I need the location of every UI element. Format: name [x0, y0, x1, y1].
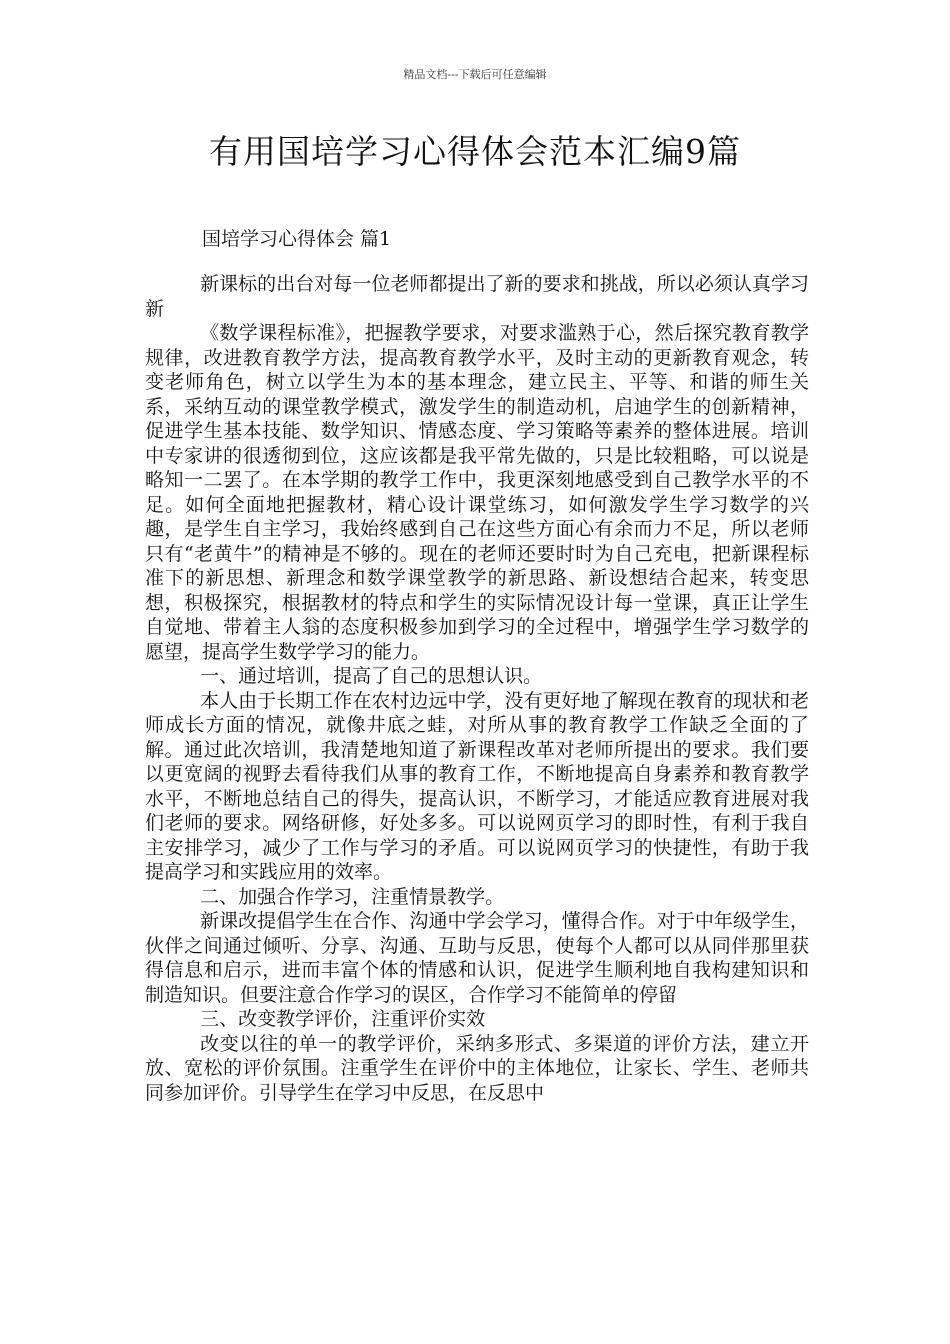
paragraph-training-reflection: 本人由于长期工作在农村边远中学，没有更好地了解现在教育的现状和老师成长方面的情况，就像井底之蛙，对所从事的教育教学工作缺乏全面的了解。通过此次培训，我清楚地知道了新课程改革对老师所提出的要求。我们要以更宽阔的视野去看待我们从事的教育工作，不断地提高自身素养和教育教学水平，不断地总结自己的得失，提高认识，不断学习，才能适应教育进展对我们老师的要求。网络研修，好处多多。可以说网页学习的即时性，有利于我自主安排学习，减少了工作与学习的矛盾。可以说网页学习的快捷性，有助于我提高学习和实践应用的效率。 [145, 689, 809, 883]
paragraph-heading-2: 二、加强合作学习，注重情景教学。 [200, 885, 505, 908]
section-heading: 国培学习心得体会 篇1 [202, 228, 392, 250]
header-note: 精品文档---下载后可任意编辑 [403, 68, 547, 81]
document-body [145, 272, 809, 1105]
document-title: 有用国培学习心得体会范本汇编9篇 [209, 132, 741, 171]
paragraph-intro: 新课标的出台对每一位老师都提出了新的要求和挑战，所以必须认真学习新 [145, 273, 809, 320]
paragraph-heading-1: 一、通过培训，提高了自己的思想认识。 [200, 665, 543, 687]
paragraph-heading-3: 三、改变教学评价，注重评价实效 [200, 1008, 486, 1030]
paragraph-evaluation: 改变以往的单一的教学评价，采纳多形式、多渠道的评价方法，建立开放、宽松的评价氛围。注重学生在评价中的主体地位，让家长、学生、老师共同参加评价。引导学生在学习中反思，在反思中 [145, 1032, 809, 1104]
paragraph-curriculum-standard: 《数学课程标准》，把握教学要求，对要求滥熟于心，然后探究教育教学规律，改进教育教学方法，提高教育教学水平，及时主动的更新教育观念，转变老师角色，树立以学生为本的基本理念，建立民主、平等、和谐的师生关系，采纳互动的课堂教学模式，激发学生的制造动机，启迪学生的创新精神，促进学生基本技能、数学知识、情感态度、学习策略等素养的整体进展。培训中专家讲的很透彻到位，这应该都是我平常先做的，只是比较粗略，可以说是略知一二罢了。在本学期的教学工作中，我更深刻地感受到自己教学水平的不足。如何全面地把握教材，精心设计课堂练习，如何激发学生学习数学的兴趣，是学生自主学习，我始终感到自己在这些方面心有余而力不足，所以老师只有“老黄牛”的精神是不够的。现在的老师还要时时为自己充电，把新课程标准下的新思想、新理念和数学课堂教学的新思路、新设想结合起来，转变思想，积极探究，根据教材的特点和学生的实际情况设计每一堂课，真正让学生自觉地、带着主人翁的态度积极参加到学习的全过程中，增强学生学习数学的愿望，提高学生数学学习的能力。 [145, 322, 809, 663]
paragraph-cooperative-learning: 新课改提倡学生在合作、沟通中学会学习，懂得合作。对于中年级学生，伙伴之间通过倾听、分享、沟通、互助与反思，使每个人都可以从同伴那里获得信息和启示，进而丰富个体的情感和认识，促进学生顺利地自我构建知识和制造知识。但要注意合作学习的误区，合作学习不能简单的停留 [145, 910, 809, 1006]
